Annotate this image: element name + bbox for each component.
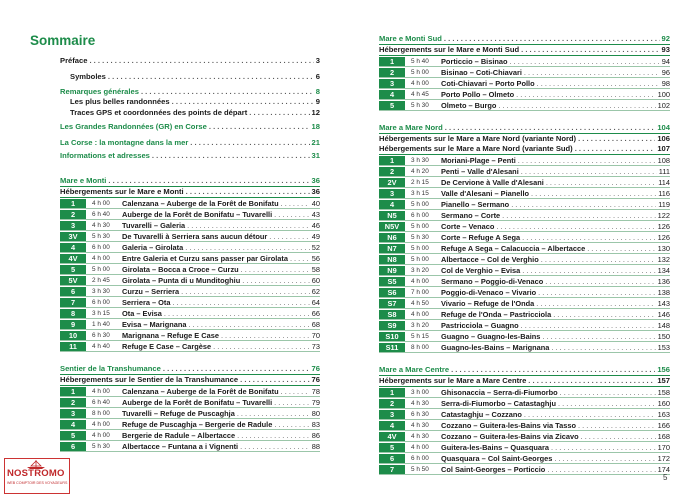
stage-number-badge: 5 <box>60 431 86 441</box>
stage-name: Col de Verghio – Evisa <box>441 266 521 275</box>
stage-duration: 6 h 30 <box>411 411 429 418</box>
toc-entry[interactable] <box>60 56 320 66</box>
stage-number-badge: 1 <box>379 57 405 67</box>
stage-number-badge: N7 <box>379 244 405 254</box>
stage-page: 126 <box>657 222 670 231</box>
toc-entry-text: Les plus belles randonnées <box>70 97 170 106</box>
stage-name: De Tuvarelli à Serriera sans aucun détour <box>122 232 268 241</box>
stage-duration: 5 h 00 <box>411 201 429 208</box>
stage-duration: 6 h 40 <box>92 399 110 406</box>
stage-number-badge: S6 <box>379 288 405 298</box>
stage-name: Valle d'Alesani – Pianello <box>441 189 530 198</box>
stage-name: Col Saint-Georges – Porticcio <box>441 465 546 474</box>
stage-page: 158 <box>657 388 670 397</box>
stage-duration: 5 h 30 <box>92 443 110 450</box>
toc-entry[interactable] <box>60 138 320 148</box>
toc-entry[interactable] <box>60 87 320 97</box>
lodging-entry[interactable] <box>379 144 670 154</box>
stage-duration: 4 h 45 <box>411 91 429 98</box>
stage-number-badge: 5V <box>60 276 86 286</box>
stage-name: Guagno-les-Bains – Marignana <box>441 343 550 352</box>
stage-number-badge: 5 <box>60 265 86 275</box>
divider <box>379 110 670 111</box>
lodging-entry-text: Hébergements sur le Mare a Mare Nord (variante Sud) <box>379 144 573 153</box>
toc-entry-page: 21 <box>311 138 320 147</box>
section-title-page: 76 <box>311 364 320 373</box>
stage-name: Auberge de la Forêt de Bonifatu – Tuvarelli <box>122 210 273 219</box>
dot-leader <box>172 97 314 107</box>
stage-name: Marignana – Refuge E Case <box>122 331 219 340</box>
stage-name: Refuge de l'Onda – Pastricciola <box>441 310 552 319</box>
stage-number-badge: 3 <box>379 79 405 89</box>
stage-duration: 5 h 00 <box>411 223 429 230</box>
stage-page: 64 <box>311 298 320 307</box>
nostromo-logo <box>4 458 70 494</box>
stage-name: Sermano – Corte <box>441 211 501 220</box>
section-title-text: Mare e Monti Sud <box>379 34 442 43</box>
stage-number-badge: S8 <box>379 310 405 320</box>
dot-leader <box>445 123 656 133</box>
stage-duration: 4 h 50 <box>411 300 429 307</box>
stage-number-badge: 3 <box>379 410 405 420</box>
stage-number-badge: S9 <box>379 321 405 331</box>
lodging-entry-text: Hébergements sur le Mare e Monti <box>60 187 184 196</box>
stage-name: Ota – Evisa <box>122 309 162 318</box>
dot-leader <box>249 108 309 118</box>
stage-duration: 5 h 00 <box>411 69 429 76</box>
stage-name: Auberge de la Forêt de Bonifatu – Tuvarelli <box>122 398 273 407</box>
stage-page: 108 <box>657 156 670 165</box>
stage-number-badge: N8 <box>379 255 405 265</box>
stage-name: Tuvarelli – Refuge de Puscaghja <box>122 409 235 418</box>
stage-number-badge: 2 <box>379 167 405 177</box>
stage-duration: 4 h 40 <box>92 343 110 350</box>
stage-name: Entre Galeria et Curzu sans passer par Girolata <box>122 254 288 263</box>
stage-duration: 8 h 00 <box>411 344 429 351</box>
lodging-entry-page: 106 <box>657 134 670 143</box>
stage-number-badge: 3 <box>60 221 86 231</box>
stage-duration: 6 h 40 <box>92 211 110 218</box>
stage-number-badge: S11 <box>379 343 405 353</box>
stage-duration: 4 h 00 <box>92 388 110 395</box>
stage-duration: 3 h 15 <box>411 190 429 197</box>
stage-number-badge: S5 <box>379 277 405 287</box>
stage-number-badge: N5 <box>379 211 405 221</box>
toc-entry[interactable] <box>60 151 320 161</box>
stage-page: 136 <box>657 277 670 286</box>
stage-number-badge: 1 <box>379 388 405 398</box>
logo-wordmark: NOSTROMO <box>7 468 65 479</box>
stage-name: Moriani-Plage – Penti <box>441 156 516 165</box>
lodging-entry-page: 107 <box>657 144 670 153</box>
toc-entry-text: Symboles <box>70 72 106 81</box>
stage-name: Albertacce – Col de Verghio <box>441 255 539 264</box>
dot-leader <box>163 364 310 374</box>
toc-entry[interactable] <box>60 122 320 132</box>
dot-leader <box>108 176 309 186</box>
stage-name: Girolata – Punta di u Munditoghiu <box>122 276 241 285</box>
stage-name: Serra-di-Fiumorbo – Catastaghju <box>441 399 556 408</box>
stage-duration: 4 h 00 <box>411 444 429 451</box>
stage-page: 79 <box>311 398 320 407</box>
stage-page: 43 <box>311 210 320 219</box>
toc-entry-text: Les Grandes Randonnées (GR) en Corse <box>60 122 207 131</box>
stage-number-badge: 7 <box>60 298 86 308</box>
stage-page: 126 <box>657 233 670 242</box>
stage-name: Porto Pollo – Olmeto <box>441 90 515 99</box>
stage-duration: 6 h 00 <box>411 212 429 219</box>
stage-page: 172 <box>657 454 670 463</box>
stage-number-badge: 1 <box>60 387 86 397</box>
dot-leader <box>190 138 309 148</box>
stage-number-badge: 3 <box>379 189 405 199</box>
stage-number-badge: 8 <box>60 309 86 319</box>
stage-page: 166 <box>657 421 670 430</box>
stage-name: Olmeto – Burgo <box>441 101 497 110</box>
stage-page: 122 <box>657 211 670 220</box>
stage-page: 114 <box>658 178 670 187</box>
stage-duration: 5 h 40 <box>411 58 429 65</box>
stage-name: Corte – Venaco <box>441 222 495 231</box>
lodging-entry[interactable] <box>379 376 670 386</box>
stage-duration: 6 h 00 <box>92 244 110 251</box>
toc-entry-page: 31 <box>311 151 320 160</box>
stage-page: 163 <box>657 410 670 419</box>
stage-duration: 3 h 00 <box>411 389 429 396</box>
stage-number-badge: N9 <box>379 266 405 276</box>
stage-name: Evisa – Marignana <box>122 320 187 329</box>
lodging-entry-text: Hébergements sur le Mare e Monti Sud <box>379 45 520 54</box>
stage-name: Albertacce – Funtana a i Vignenti <box>122 442 239 451</box>
lodging-entry-page: 76 <box>311 375 320 384</box>
stage-name: Penti – Valle d'Alesani <box>441 167 519 176</box>
stage-page: 102 <box>657 101 670 110</box>
toc-entry-page: 8 <box>315 87 320 96</box>
dot-leader <box>528 376 655 386</box>
stage-page: 168 <box>657 432 670 441</box>
stage-duration: 6 h 00 <box>92 299 110 306</box>
section-title[interactable] <box>60 364 320 374</box>
stage-duration: 3 h 15 <box>92 310 110 317</box>
stage-name: Sermano – Poggio-di-Venaco <box>441 277 544 286</box>
stage-page: 119 <box>658 200 670 209</box>
toc-entry-text: Informations et adresses <box>60 151 150 160</box>
stage-name: De Cervione à Valle d'Alesani <box>441 178 544 187</box>
stage-number-badge: 1 <box>379 156 405 166</box>
lodging-entry[interactable] <box>60 187 320 197</box>
stage-number-badge: 4 <box>379 90 405 100</box>
stage-name: Galeria – Girolata <box>122 243 184 252</box>
section-title[interactable] <box>379 365 670 375</box>
stage-page: 46 <box>311 221 320 230</box>
stage-page: 98 <box>661 79 670 88</box>
stage-page: 143 <box>657 299 670 308</box>
stage-page: 170 <box>657 443 670 452</box>
stage-number-badge: 1 <box>60 199 86 209</box>
stage-page: 130 <box>657 244 670 253</box>
stage-page: 146 <box>657 310 670 319</box>
stage-duration: 3 h 30 <box>92 288 110 295</box>
stage-duration: 4 h 00 <box>92 421 110 428</box>
dot-leader <box>89 56 313 66</box>
divider <box>379 352 670 353</box>
stage-page: 160 <box>657 399 670 408</box>
stage-page: 49 <box>311 232 320 241</box>
stage-name: Pastricciola – Guagno <box>441 321 519 330</box>
divider <box>60 451 320 452</box>
stage-number-badge: 6 <box>60 442 86 452</box>
lodging-entry-page: 36 <box>311 187 320 196</box>
stage-duration: 1 h 40 <box>92 321 110 328</box>
stage-number-badge: 6 <box>60 287 86 297</box>
stage-page: 62 <box>311 287 320 296</box>
lodging-entry-text: Hébergements sur le Mare a Mare Centre <box>379 376 527 385</box>
stage-page: 116 <box>658 189 670 198</box>
stage-number-badge: 5 <box>379 443 405 453</box>
stage-page: 83 <box>311 420 320 429</box>
dot-leader <box>444 34 660 44</box>
stage-duration: 4 h 00 <box>92 432 110 439</box>
stage-number-badge: 4V <box>60 254 86 264</box>
stage-number-badge: 3 <box>60 409 86 419</box>
stage-name: Quasquara – Col Saint-Georges <box>441 454 553 463</box>
section-title-text: Sentier de la Transhumance <box>60 364 161 373</box>
section-title-text: Mare e Monti <box>60 176 107 185</box>
stage-page: 60 <box>311 276 320 285</box>
stage-number-badge: 2 <box>60 398 86 408</box>
stage-name: Serriera – Ota <box>122 298 171 307</box>
section-title-page: 92 <box>661 34 670 43</box>
stage-duration: 6 h 30 <box>92 332 110 339</box>
stage-duration: 2 h 15 <box>411 179 429 186</box>
dot-leader <box>152 151 310 161</box>
dot-leader <box>108 72 314 82</box>
stage-page: 78 <box>311 387 320 396</box>
toc-entry-text: Traces GPS et coordonnées des points de départ <box>70 108 248 117</box>
stage-duration: 3 h 30 <box>411 157 429 164</box>
toc-entry[interactable] <box>60 72 320 82</box>
stage-name: Vivario – Refuge de l'Onda <box>441 299 535 308</box>
stage-duration: 5 h 50 <box>411 466 429 473</box>
toc-entry-page: 12 <box>311 108 320 117</box>
lodging-entry-page: 93 <box>661 45 670 54</box>
stage-number-badge: 4 <box>379 421 405 431</box>
stage-name: Refuge A Sega – Calacuccia – Albertacce <box>441 244 586 253</box>
lodging-entry[interactable] <box>60 375 320 385</box>
section-title-page: 36 <box>311 176 320 185</box>
stage-name: Curzu – Serriera <box>122 287 180 296</box>
lodging-entry[interactable] <box>379 134 670 144</box>
stage-page: 153 <box>657 343 670 352</box>
stage-duration: 4 h 30 <box>411 422 429 429</box>
toc-entry-text: Remarques générales <box>60 87 139 96</box>
toc-entry-page: 18 <box>311 122 320 131</box>
stage-duration: 4 h 20 <box>411 168 429 175</box>
stage-page: 150 <box>657 332 670 341</box>
stage-number-badge: 9 <box>60 320 86 330</box>
stage-name: Corte – Refuge A Sega <box>441 233 521 242</box>
stage-number-badge: N6 <box>379 233 405 243</box>
stage-number-badge: N5V <box>379 222 405 232</box>
stage-duration: 5 h 15 <box>411 333 429 340</box>
dot-leader <box>578 134 655 144</box>
stage-name: Pianello – Sermano <box>441 200 510 209</box>
stage-number-badge: 11 <box>60 342 86 352</box>
stage-duration: 5 h 30 <box>411 102 429 109</box>
stage-duration: 4 h 00 <box>92 200 110 207</box>
stage-page: 138 <box>657 288 670 297</box>
stage-name: Cozzano – Guitera-les-Bains via Zicavo <box>441 432 579 441</box>
divider <box>379 474 670 475</box>
dot-leader <box>575 144 656 154</box>
stage-number-badge: 4 <box>60 243 86 253</box>
dot-leader <box>186 187 310 197</box>
stage-page: 68 <box>311 320 320 329</box>
stage-duration: 2 h 45 <box>92 277 110 284</box>
stage-number-badge: 2V <box>379 178 405 188</box>
stage-page: 70 <box>311 331 320 340</box>
section-title-text: Mare a Mare Centre <box>379 365 450 374</box>
section-title[interactable] <box>379 34 670 44</box>
stage-name: Tuvarelli – Galeria <box>122 221 186 230</box>
section-title[interactable] <box>60 176 320 186</box>
lodging-entry[interactable] <box>379 45 670 55</box>
lodging-entry-page: 157 <box>657 376 670 385</box>
stage-name: Ghisonaccia – Serra-di-Fiumorbo <box>441 388 558 397</box>
stage-page: 56 <box>311 254 320 263</box>
stage-duration: 8 h 00 <box>92 410 110 417</box>
stage-number-badge: 4V <box>379 432 405 442</box>
stage-page: 134 <box>657 266 670 275</box>
stage-name: Guagno – Guagno-les-Bains <box>441 332 541 341</box>
logo-tagline: WEB COMPTOIR DES VOYAGEURS <box>7 481 68 485</box>
stage-name: Bergerie de Radule – Albertacce <box>122 431 236 440</box>
dot-leader <box>141 87 314 97</box>
stage-page: 100 <box>657 90 670 99</box>
stage-duration: 4 h 00 <box>92 255 110 262</box>
stage-page: 174 <box>657 465 670 474</box>
toc-entry-page: 3 <box>315 56 320 65</box>
stage-number-badge: 2 <box>60 210 86 220</box>
page-title: Sommaire <box>30 33 96 48</box>
dot-leader <box>521 45 659 55</box>
stage-duration: 5 h 00 <box>411 256 429 263</box>
stage-number-badge: 6 <box>379 454 405 464</box>
lodging-entry-text: Hébergements sur le Sentier de la Transhumance <box>60 375 239 384</box>
stage-name: Coti-Chiavari – Porto Pollo <box>441 79 535 88</box>
section-title[interactable] <box>379 123 670 133</box>
stage-number-badge: S7 <box>379 299 405 309</box>
page-number: 5 <box>663 473 668 482</box>
stage-duration: 3 h 20 <box>411 322 429 329</box>
stage-page: 132 <box>657 255 670 264</box>
stage-number-badge: 10 <box>60 331 86 341</box>
stage-duration: 4 h 00 <box>411 311 429 318</box>
stage-number-badge: 4 <box>60 420 86 430</box>
divider <box>60 351 320 352</box>
stage-duration: 5 h 30 <box>411 234 429 241</box>
stage-name: Refuge E Case – Cargèse <box>122 342 212 351</box>
toc-entry-text: La Corse : la montagne dans la mer <box>60 138 189 147</box>
stage-name: Poggio-di-Venaco – Vivario <box>441 288 537 297</box>
section-title-text: Mare a Mare Nord <box>379 123 443 132</box>
stage-page: 148 <box>657 321 670 330</box>
stage-name: Porticcio – Bisinao <box>441 57 508 66</box>
stage-name: Catastaghju – Cozzano <box>441 410 522 419</box>
dot-leader <box>451 365 655 375</box>
stage-duration: 4 h 30 <box>411 433 429 440</box>
stage-page: 96 <box>661 68 670 77</box>
stage-number-badge: 2 <box>379 68 405 78</box>
stage-number-badge: 3V <box>60 232 86 242</box>
stage-duration: 3 h 20 <box>411 267 429 274</box>
stage-duration: 7 h 00 <box>411 289 429 296</box>
toc-entry-text: Préface <box>60 56 88 65</box>
toc-entry[interactable] <box>60 108 320 118</box>
stage-page: 80 <box>311 409 320 418</box>
stage-page: 94 <box>661 57 670 66</box>
stage-duration: 5 h 00 <box>92 266 110 273</box>
stage-number-badge: 7 <box>379 465 405 475</box>
stage-duration: 4 h 00 <box>411 278 429 285</box>
stage-duration: 5 h 30 <box>92 233 110 240</box>
dot-leader <box>240 375 309 385</box>
section-title-page: 104 <box>657 123 670 132</box>
stage-page: 40 <box>311 199 320 208</box>
stage-duration: 6 h 00 <box>411 455 429 462</box>
stage-number-badge: 4 <box>379 200 405 210</box>
stage-number-badge: 5 <box>379 101 405 111</box>
dot-leader <box>209 122 310 132</box>
section-title-page: 156 <box>657 365 670 374</box>
stage-name: Calenzana – Auberge de la Forêt de Bonifatu <box>122 387 279 396</box>
stage-name: Calenzana – Auberge de la Forêt de Bonifatu <box>122 199 279 208</box>
stage-page: 52 <box>311 243 320 252</box>
stage-page: 58 <box>311 265 320 274</box>
stage-name: Bisinao – Coti-Chiavari <box>441 68 522 77</box>
stage-page: 73 <box>311 342 320 351</box>
stage-number-badge: S10 <box>379 332 405 342</box>
stage-duration: 4 h 30 <box>92 222 110 229</box>
stage-duration: 5 h 00 <box>411 245 429 252</box>
stage-page: 111 <box>658 167 670 176</box>
stage-page: 88 <box>311 442 320 451</box>
lodging-entry-text: Hébergements sur le Mare a Mare Nord (variante Nord) <box>379 134 577 143</box>
stage-name: Refuge de Puscaghja – Bergerie de Radule <box>122 420 273 429</box>
toc-entry-page: 6 <box>315 72 320 81</box>
stage-page: 66 <box>311 309 320 318</box>
toc-entry-page: 9 <box>315 97 320 106</box>
stage-name: Girolata – Bocca a Croce – Curzu <box>122 265 239 274</box>
stage-number-badge: 2 <box>379 399 405 409</box>
stage-name: Guitera-les-Bains – Quasquara <box>441 443 550 452</box>
stage-duration: 4 h 00 <box>411 80 429 87</box>
stage-name: Cozzano – Guitera-les-Bains via Tasso <box>441 421 576 430</box>
stage-page: 86 <box>311 431 320 440</box>
stage-duration: 4 h 30 <box>411 400 429 407</box>
toc-entry[interactable] <box>60 97 320 107</box>
